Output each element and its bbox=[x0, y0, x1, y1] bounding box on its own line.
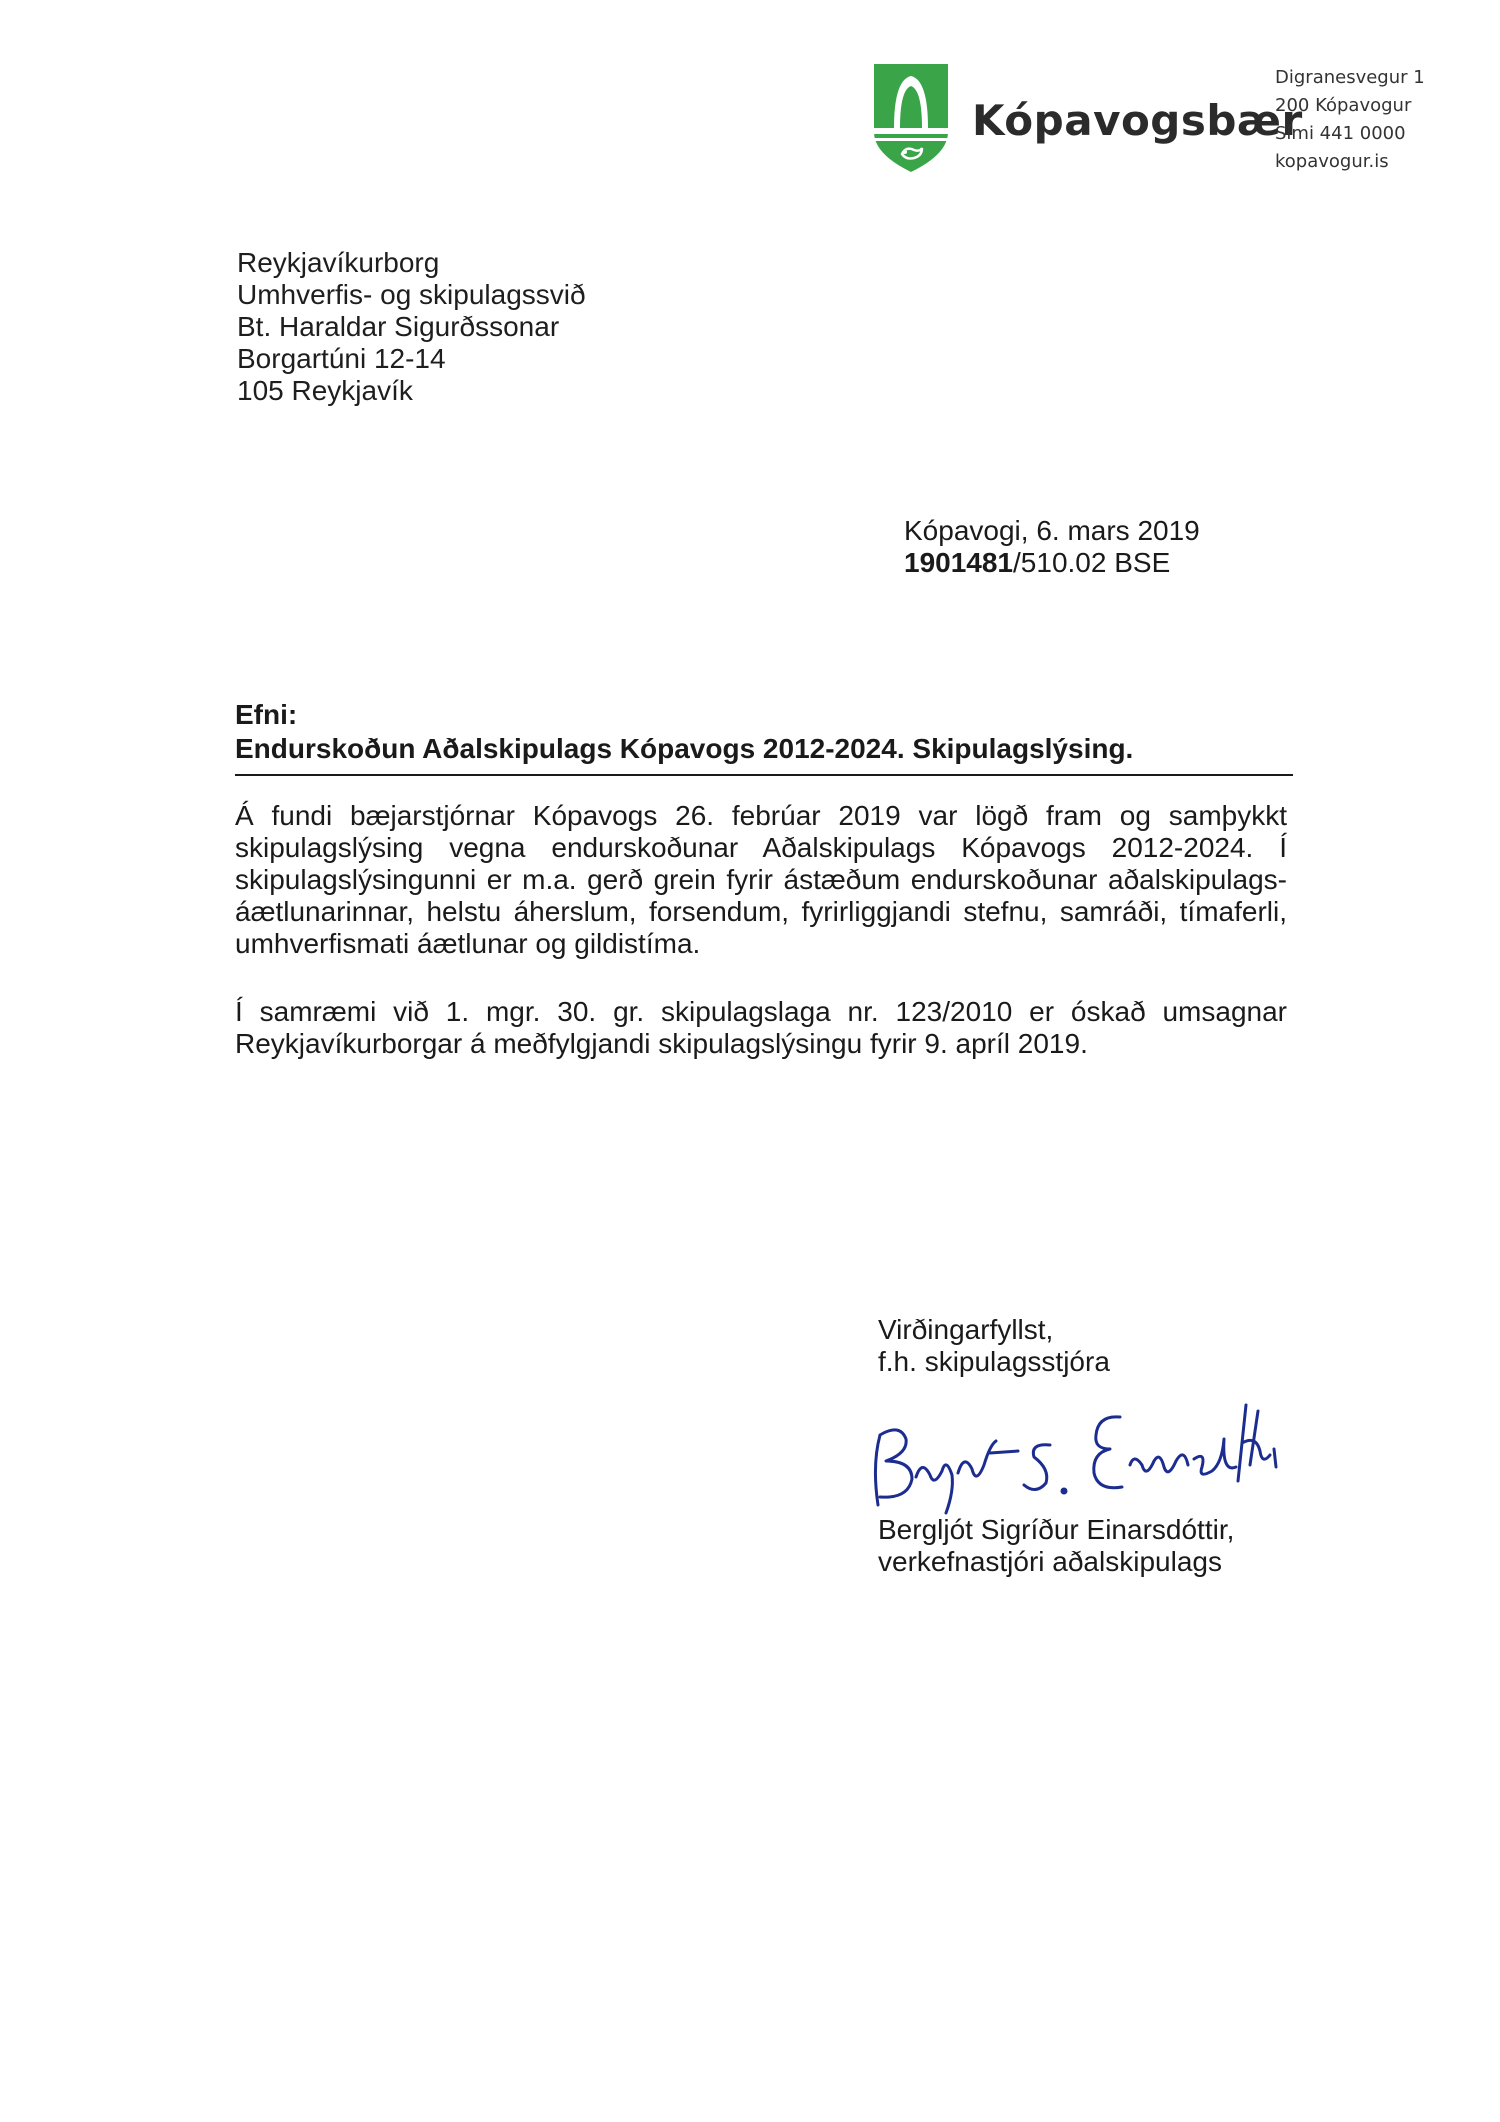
signer-title: verkefnastjóri aðalskipulags bbox=[878, 1546, 1222, 1577]
contact-info bbox=[1275, 64, 1425, 176]
reference-rest: /510.02 BSE bbox=[1013, 547, 1171, 578]
recipient-line: Bt. Haraldar Sigurðssonar bbox=[237, 311, 560, 342]
recipient-line: Borgartúni 12-14 bbox=[237, 343, 446, 374]
contact-postal: 200 Kópavogur bbox=[1275, 95, 1412, 116]
letter-body bbox=[235, 800, 1287, 1096]
subject-title: Endurskoðun Aðalskipulags Kópavogs 2012-2024. Skipulagslýsing. bbox=[235, 733, 1134, 764]
salutation: Virðingarfyllst, bbox=[878, 1314, 1054, 1345]
subject-block bbox=[235, 698, 1293, 776]
body-paragraph: Á fundi bæjarstjórnar Kópavogs 26. febrúar 2019 var lögð fram og samþykkt skipulagslýsing vegna endurskoðunar Aðalskipulags Kópavogs 2012-2024. Í skipulagslýsingunni er m.a. gerð grein fyrir ástæðum endurskoðunar aðalskipulags-áætlunarinnar, helstu áherslum, forsendum, fyrirliggjandi stefnu, samráði, tímaferli, umhverfismati áætlunar og gildistíma. bbox=[235, 800, 1287, 959]
place-date: Kópavogi, 6. mars 2019 bbox=[904, 515, 1200, 546]
dateline bbox=[904, 515, 1200, 579]
contact-web: kopavogur.is bbox=[1275, 151, 1389, 172]
contact-phone: Sími 441 0000 bbox=[1275, 123, 1406, 144]
reference-number bbox=[904, 547, 1200, 579]
recipient-line: Reykjavíkurborg bbox=[237, 247, 440, 278]
kopavogur-crest-icon bbox=[872, 62, 950, 174]
subject-label: Efni: bbox=[235, 699, 298, 730]
signer-name: Bergljót Sigríður Einarsdóttir, bbox=[878, 1514, 1235, 1545]
organization-name: Kópavogsbær bbox=[972, 96, 1303, 145]
on-behalf-of: f.h. skipulagsstjóra bbox=[878, 1346, 1110, 1377]
subject-divider bbox=[235, 774, 1293, 776]
closing-block bbox=[878, 1314, 1110, 1378]
recipient-address bbox=[237, 247, 586, 407]
recipient-line: Umhverfis- og skipulagssvið bbox=[237, 279, 586, 310]
handwritten-signature bbox=[850, 1395, 1290, 1515]
letterhead-logo bbox=[872, 62, 1303, 180]
signer-block bbox=[878, 1514, 1234, 1578]
contact-street: Digranesvegur 1 bbox=[1275, 67, 1425, 88]
reference-case: 1901481 bbox=[904, 547, 1014, 578]
recipient-line: 105 Reykjavík bbox=[237, 375, 413, 406]
body-paragraph: Í samræmi við 1. mgr. 30. gr. skipulagslaga nr. 123/2010 er óskað umsagnar Reykjavíkurborgar á meðfylgjandi skipulagslýsingu fyrir 9. apríl 2019. bbox=[235, 996, 1287, 1059]
